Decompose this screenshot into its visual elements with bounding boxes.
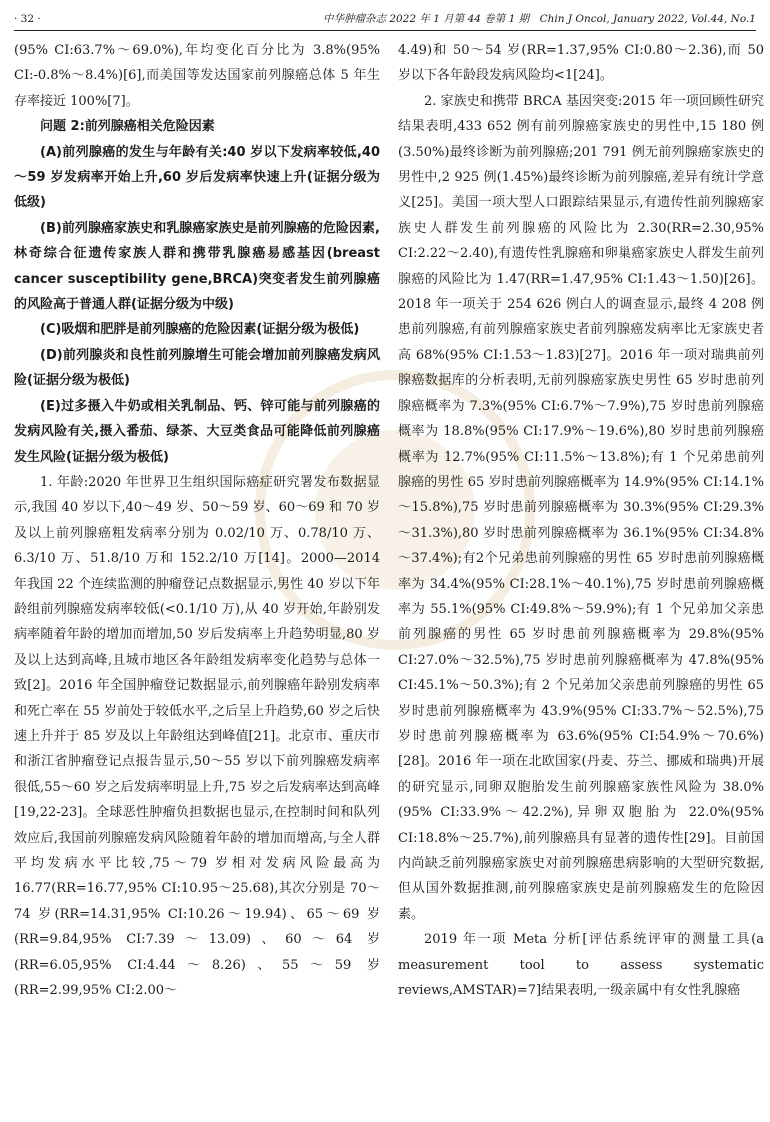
survival-paragraph: (95% CI:63.7%～69.0%),年均变化百分比为 3.8%(95% CI:-0.8%～8.4%)[6],而美国等发达国家前列腺癌总体 5 年生存率接近 100%[7]。 [14, 43, 380, 109]
age-paragraph: 1. 年龄:2020 年世界卫生组织国际癌症研究署发布数据显示,我国 40 岁以下,40～49 岁、50～59 岁、60～69 和 70 岁及以上前列腺癌粗发病率分别为 0.02/10 万、0.78/10 万、6.3/10 万、51.8/10 万和 152.2/10 万[14]。2000—2014 年我国 22 个连续监测的肿瘤登记点数据显示,男性 40 岁以下年龄组前列腺癌发病率较低(<0.1/10 万),从 40 岁开始,年龄别发病率随着年龄的增加而增加,50 岁后发病率上升趋势明显,80 岁及以上达到高峰,且城市地区各年龄组发病率变化趋势与总体一致[2]。2016 年全国肿瘤登记数据显示,前列腺癌年龄别发病率和死亡率在 55 岁前处于较低水平,之后呈上升趋势,60 岁之后快速上升并于 85 岁及以上年龄组达到峰值[21]。北京市、重庆市和浙江省肿瘤登记点报告显示,50～55 岁以下前列腺癌发病率很低,55～60 岁之后发病率明显上升,75 岁之后发病率达到高峰[19,22-23]。全球恶性肿瘤负担数据也显示,在控制时间和队列效应后,我国前列腺癌发病风险随着年龄的增加而增高,与全人群平均发病水平比较,75～79 岁相对发病风险最高为 16.77(RR=16.77,95% CI:10.95～25.68),其次分别是 70～74 岁(RR=14.31,95% CI:10.26～19.94)、65～69 岁(RR=9.84,95% CI:7.39～13.09)、60～64 岁(RR=6.05,95% CI:4.44～8.26)、55～59 岁(RR=2.99,95% CI:2.00～ [14, 474, 380, 999]
family-history-paragraph: 2. 家族史和携带 BRCA 基因突变:2015 年一项回顾性研究结果表明,433 652 例有前列腺癌家族史的男性中,15 180 例(3.50%)最终诊断为前列腺癌;201 791 例无前列腺癌家族史的男性中,2 925 例(1.45%)最终诊断为前列腺癌,差异有统计学意义[25]。美国一项大型人口跟踪结果显示,有遗传性前列腺癌家族史人群发生前列腺癌的风险比为 2.30(RR=2.30,95% CI:2.22～2.40),有遗传性乳腺癌和卵巢癌家族史人群发生前列腺癌的风险比为 1.47(RR=1.47,95% CI:1.43～1.50)[26]。2018 年一项关于 254 626 例白人的调查显示,最终 4 208 例患前列腺癌,有前列腺癌家族史者前列腺癌发病率比无家族史者高 68%(95% CI:1.53～1.83)[27]。2016 年一项对瑞典前列腺癌数据库的分析表明,无前列腺癌家族史男性 65 岁时患前列腺癌概率为 7.3%(95% CI:6.7%～7.9%),75 岁时患前列腺癌概率为 18.8%(95% CI:17.9%～19.6%),80 岁时患前列腺癌概率为 12.7%(95% CI:11.5%～13.8%);有 1 个兄弟患前列腺癌的男性 65 岁时患前列腺癌概率为 14.9%(95% CI:14.1%～15.8%),75 岁时患前列腺癌概率为 30.3%(95% CI:29.3%～31.3%),80 岁时患前列腺癌概率为 36.1%(95% CI:34.8%～37.4%);有2个兄弟患前列腺癌的男性 65 岁时患前列腺癌概率为 34.4%(95% CI:28.1%～40.1%),75 岁时患前列腺癌概率为 55.1%(95% CI:49.8%～59.9%);有 1 个兄弟加父亲患前列腺癌的男性 65 岁时患前列腺癌概率为 29.8%(95% CI:27.0%～32.5%),75 岁时患前列腺癌概率为 47.8%(95% CI:45.1%～50.3%);有 2 个兄弟加父亲患前列腺癌的男性 65 岁时患前列腺癌概率为 43.9%(95% CI:33.7%～52.5%),75 岁时患前列腺癌概率为 63.6%(95% CI:54.9%～70.6%)[28]。2016 年一项在北欧国家(丹麦、芬兰、挪威和瑞典)开展的研究显示,同卵双胞胎发生前列腺癌家族性风险为 38.0%(95% CI:33.9%～42.2%),异卵双胞胎为 22.0%(95% CI:18.8%～25.7%),前列腺癌具有显著的遗传性[29]。目前国内尚缺乏前列腺癌家族史对前列腺癌患病影响的大型研究数据,但从国外数据推测,前列腺癌家族史是前列腺癌发生的危险因素。 [398, 93, 764, 922]
left-column [14, 38, 380, 1003]
recommendation-d: (D)前列腺炎和良性前列腺增生可能会增加前列腺癌发病风险(证据分级为极低) [14, 347, 380, 389]
right-column [398, 38, 764, 1003]
page-header [14, 8, 756, 31]
journal-citation: 中华肿瘤杂志 2022 年 1 月第 44 卷第 1 期 Chin J Oncol, January 2022, Vol.44, No.1 [322, 13, 756, 25]
age-paragraph-continued: 4.49)和 50～54 岁(RR=1.37,95% CI:0.80～2.36),而 50 岁以下各年龄段发病风险均<1[24]。 [398, 43, 764, 84]
meta-analysis-paragraph: 2019 年一项 Meta 分析[评估系统评审的测量工具(a measurement tool to assess systematic reviews,AMSTAR)=7]结果表明,一级亲属中有女性乳腺癌 [398, 932, 764, 999]
page-number: · 32 · [14, 13, 41, 25]
question-2-heading: 问题 2:前列腺癌相关危险因素 [40, 119, 215, 135]
recommendation-a: (A)前列腺癌的发生与年龄有关:40 岁以下发病率较低,40～59 岁发病率开始上升,60 岁后发病率快速上升(证据分级为低级) [14, 144, 380, 211]
recommendation-c: (C)吸烟和肥胖是前列腺癌的危险因素(证据分级为极低) [40, 322, 360, 338]
recommendation-e: (E)过多摄入牛奶或相关乳制品、钙、锌可能与前列腺癌的发病风险有关,摄入番茄、绿茶、大豆类食品可能降低前列腺癌发生风险(证据分级为极低) [14, 398, 380, 465]
recommendation-b: (B)前列腺癌家族史和乳腺癌家族史是前列腺癌的危险因素,林奇综合征遗传家族人群和携带乳腺癌易感基因(breast cancer susceptibility gene,BRCA)突变者发生前列腺癌的风险高于普通人群(证据分级为中级) [14, 220, 380, 313]
